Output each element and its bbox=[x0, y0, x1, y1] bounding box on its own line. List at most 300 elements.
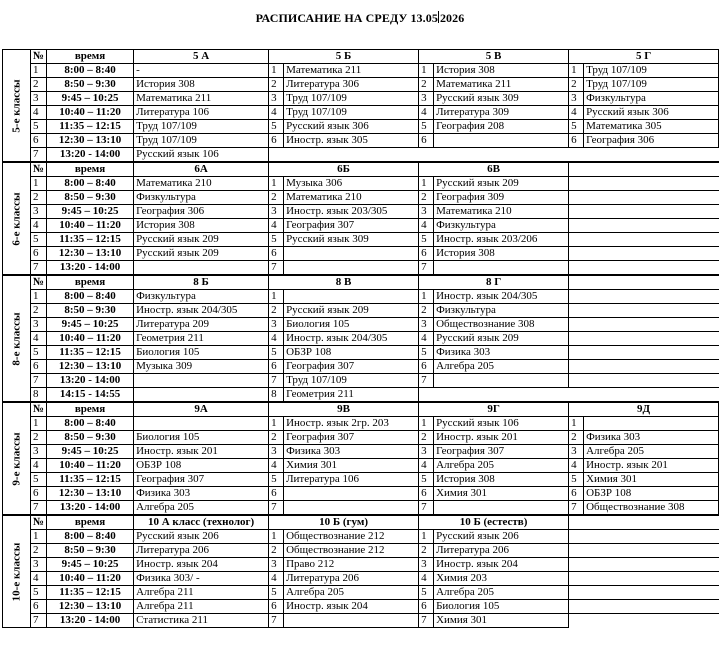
lesson-row bbox=[3, 318, 719, 332]
lesson-number: 1 bbox=[269, 177, 284, 191]
lesson-row bbox=[3, 92, 719, 106]
lesson-row bbox=[3, 374, 719, 388]
subject-cell bbox=[284, 487, 419, 501]
class-name-header: 9Г bbox=[419, 402, 569, 417]
subject-cell: Иностр. язык 204 bbox=[134, 558, 269, 572]
num-header: № bbox=[31, 275, 47, 290]
lesson-row bbox=[3, 233, 719, 247]
empty-cell bbox=[569, 191, 719, 205]
subject-cell bbox=[434, 261, 569, 276]
lesson-number: 2 bbox=[31, 431, 47, 445]
lesson-number: 4 bbox=[31, 459, 47, 473]
subject-cell: Право 212 bbox=[284, 558, 419, 572]
lesson-number: 3 bbox=[31, 318, 47, 332]
title-year: 2026 bbox=[439, 11, 465, 25]
num-header: № bbox=[31, 515, 47, 530]
subject-cell: География 307 bbox=[434, 445, 569, 459]
lesson-number: 3 bbox=[419, 318, 434, 332]
subject-cell: Физкультура bbox=[134, 191, 269, 205]
subject-cell: Алгебра 205 bbox=[584, 445, 719, 459]
lesson-number: 3 bbox=[269, 558, 284, 572]
lesson-time: 9:45 – 10:25 bbox=[47, 558, 134, 572]
lesson-row bbox=[3, 586, 719, 600]
time-header: время bbox=[47, 515, 134, 530]
lesson-number: 5 bbox=[419, 233, 434, 247]
lesson-number: 1 bbox=[31, 64, 47, 78]
page-title bbox=[0, 11, 720, 26]
class-name-header: 5 Г bbox=[569, 50, 719, 64]
lesson-number: 4 bbox=[419, 459, 434, 473]
lesson-number: 2 bbox=[419, 544, 434, 558]
lesson-number: 3 bbox=[419, 92, 434, 106]
class-name-header: 5 В bbox=[419, 50, 569, 64]
lesson-row bbox=[3, 431, 719, 445]
lesson-row bbox=[3, 530, 719, 544]
lesson-number: 1 bbox=[31, 530, 47, 544]
subject-cell: Химия 301 bbox=[434, 614, 569, 628]
subject-cell bbox=[284, 290, 419, 304]
empty-cell bbox=[569, 572, 719, 586]
lesson-number: 7 bbox=[31, 374, 47, 388]
class-name-header: 5 Б bbox=[269, 50, 419, 64]
lesson-number: 3 bbox=[419, 205, 434, 219]
empty-cell bbox=[569, 614, 719, 628]
lesson-row bbox=[3, 544, 719, 558]
lesson-row bbox=[3, 134, 719, 148]
lesson-number: 3 bbox=[31, 92, 47, 106]
subject-cell: Математика 210 bbox=[434, 205, 569, 219]
time-header: время bbox=[47, 162, 134, 177]
class-header-row bbox=[3, 162, 719, 177]
subject-cell: Математика 210 bbox=[134, 177, 269, 191]
lesson-number: 2 bbox=[269, 544, 284, 558]
lesson-number: 2 bbox=[419, 78, 434, 92]
lesson-number: 6 bbox=[269, 247, 284, 261]
subject-cell: Статистика 211 bbox=[134, 614, 269, 628]
lesson-number: 4 bbox=[269, 219, 284, 233]
subject-cell: География 306 bbox=[134, 205, 269, 219]
num-header: № bbox=[31, 50, 47, 64]
subject-cell: Алгебра 205 bbox=[434, 360, 569, 374]
subject-cell: Музыка 306 bbox=[284, 177, 419, 191]
lesson-row bbox=[3, 120, 719, 134]
lesson-number: 7 bbox=[31, 148, 47, 163]
subject-cell: Иностр. язык 203/206 bbox=[434, 233, 569, 247]
subject-cell: Физкультура bbox=[434, 219, 569, 233]
empty-cell bbox=[569, 148, 719, 163]
lesson-number: 6 bbox=[31, 487, 47, 501]
lesson-number: 3 bbox=[569, 445, 584, 459]
empty-cell bbox=[569, 515, 719, 530]
lesson-number: 6 bbox=[269, 487, 284, 501]
lesson-number: 3 bbox=[31, 205, 47, 219]
lesson-number: 3 bbox=[269, 205, 284, 219]
lesson-row bbox=[3, 388, 719, 403]
lesson-number: 7 bbox=[31, 501, 47, 516]
lesson-time: 12:30 – 13:10 bbox=[47, 247, 134, 261]
grade-label: 10-е классы bbox=[10, 542, 22, 601]
lesson-number: 3 bbox=[269, 318, 284, 332]
lesson-number: 4 bbox=[31, 572, 47, 586]
lesson-time: 9:45 – 10:25 bbox=[47, 445, 134, 459]
lesson-number: 3 bbox=[31, 445, 47, 459]
empty-cell bbox=[569, 219, 719, 233]
subject-cell: Биология 105 bbox=[434, 600, 569, 614]
lesson-number: 1 bbox=[569, 64, 584, 78]
empty-cell bbox=[569, 360, 719, 374]
subject-cell: Иностр. язык 204 bbox=[284, 600, 419, 614]
lesson-time: 11:35 – 12:15 bbox=[47, 233, 134, 247]
subject-cell: История 308 bbox=[434, 473, 569, 487]
lesson-number: 7 bbox=[31, 261, 47, 276]
subject-cell: Иностр. язык 201 bbox=[584, 459, 719, 473]
lesson-number: 7 bbox=[31, 614, 47, 628]
lesson-number: 2 bbox=[31, 544, 47, 558]
lesson-row bbox=[3, 501, 719, 516]
subject-cell: Обществознание 308 bbox=[584, 501, 719, 516]
grade-label: 9-е классы bbox=[10, 431, 22, 486]
lesson-number: 2 bbox=[419, 431, 434, 445]
lesson-time: 8:00 – 8:40 bbox=[47, 530, 134, 544]
subject-cell: Иностр. язык 2гр. 203 bbox=[284, 417, 419, 431]
lesson-time: 13:20 - 14:00 bbox=[47, 148, 134, 163]
subject-cell: Литература 206 bbox=[134, 544, 269, 558]
lesson-time: 11:35 – 12:15 bbox=[47, 586, 134, 600]
subject-cell: История 308 bbox=[134, 219, 269, 233]
subject-cell: Русский язык 209 bbox=[434, 177, 569, 191]
lesson-number: 3 bbox=[269, 445, 284, 459]
lesson-number: 2 bbox=[419, 191, 434, 205]
empty-cell bbox=[569, 247, 719, 261]
lesson-row bbox=[3, 346, 719, 360]
lesson-number: 2 bbox=[419, 304, 434, 318]
subject-cell: Труд 107/109 bbox=[134, 134, 269, 148]
lesson-number: 4 bbox=[419, 219, 434, 233]
lesson-row bbox=[3, 417, 719, 431]
lesson-time: 13:20 - 14:00 bbox=[47, 261, 134, 276]
lesson-number: 5 bbox=[31, 346, 47, 360]
subject-cell: География 309 bbox=[434, 191, 569, 205]
subject-cell: ОБЗР 108 bbox=[584, 487, 719, 501]
class-header-row bbox=[3, 50, 719, 64]
empty-cell bbox=[569, 275, 719, 290]
empty-cell bbox=[569, 530, 719, 544]
lesson-time: 10:40 – 11:20 bbox=[47, 219, 134, 233]
lesson-time: 8:00 – 8:40 bbox=[47, 177, 134, 191]
class-name-header: 6В bbox=[419, 162, 569, 177]
lesson-row bbox=[3, 177, 719, 191]
time-header: время bbox=[47, 275, 134, 290]
lesson-row bbox=[3, 304, 719, 318]
num-header: № bbox=[31, 162, 47, 177]
subject-cell bbox=[134, 374, 269, 388]
lesson-time: 13:20 - 14:00 bbox=[47, 374, 134, 388]
lesson-number: 1 bbox=[31, 290, 47, 304]
lesson-number: 6 bbox=[569, 487, 584, 501]
lesson-time: 9:45 – 10:25 bbox=[47, 92, 134, 106]
empty-cell bbox=[569, 586, 719, 600]
class-name-header: 9А bbox=[134, 402, 269, 417]
lesson-number: 4 bbox=[419, 106, 434, 120]
lesson-number: 6 bbox=[31, 134, 47, 148]
subject-cell: Литература 306 bbox=[284, 78, 419, 92]
lesson-row bbox=[3, 64, 719, 78]
lesson-row bbox=[3, 106, 719, 120]
lesson-number: 6 bbox=[419, 360, 434, 374]
subject-cell: Музыка 309 bbox=[134, 360, 269, 374]
grade-group-label bbox=[3, 402, 31, 515]
subject-cell: Русский язык 206 bbox=[434, 530, 569, 544]
lesson-number: 5 bbox=[569, 120, 584, 134]
subject-cell: Русский язык 106 bbox=[134, 148, 269, 163]
subject-cell bbox=[434, 134, 569, 148]
lesson-number: 8 bbox=[31, 388, 47, 403]
empty-cell bbox=[419, 388, 569, 403]
lesson-number: 7 bbox=[419, 614, 434, 628]
lesson-number: 5 bbox=[419, 586, 434, 600]
lesson-row bbox=[3, 290, 719, 304]
subject-cell: Иностр. язык 305 bbox=[284, 134, 419, 148]
class-name-header: 6А bbox=[134, 162, 269, 177]
subject-cell: Физкультура bbox=[434, 304, 569, 318]
lesson-number: 4 bbox=[569, 106, 584, 120]
subject-cell: География 208 bbox=[434, 120, 569, 134]
lesson-row bbox=[3, 459, 719, 473]
lesson-time: 10:40 – 11:20 bbox=[47, 459, 134, 473]
subject-cell bbox=[584, 417, 719, 431]
lesson-time: 8:50 – 9:30 bbox=[47, 304, 134, 318]
lesson-row bbox=[3, 572, 719, 586]
lesson-number: 4 bbox=[269, 106, 284, 120]
subject-cell: Литература 309 bbox=[434, 106, 569, 120]
subject-cell: История 308 bbox=[434, 247, 569, 261]
lesson-row bbox=[3, 473, 719, 487]
subject-cell: Физика 303 bbox=[584, 431, 719, 445]
lesson-number: 5 bbox=[269, 346, 284, 360]
empty-cell bbox=[569, 162, 719, 177]
class-header-row bbox=[3, 275, 719, 290]
subject-cell: Труд 107/109 bbox=[134, 120, 269, 134]
lesson-number: 1 bbox=[419, 530, 434, 544]
lesson-row bbox=[3, 205, 719, 219]
subject-cell bbox=[134, 388, 269, 403]
time-header: время bbox=[47, 50, 134, 64]
lesson-time: 10:40 – 11:20 bbox=[47, 572, 134, 586]
lesson-number: 2 bbox=[269, 431, 284, 445]
lesson-number: 6 bbox=[419, 247, 434, 261]
subject-cell: Химия 203 bbox=[434, 572, 569, 586]
lesson-number: 7 bbox=[419, 501, 434, 516]
lesson-number: 3 bbox=[31, 558, 47, 572]
empty-cell bbox=[569, 388, 719, 403]
subject-cell: Литература 209 bbox=[134, 318, 269, 332]
lesson-number: 5 bbox=[269, 586, 284, 600]
grade-group-label bbox=[3, 515, 31, 628]
subject-cell: Иностр. язык 203/305 bbox=[284, 205, 419, 219]
empty-cell bbox=[569, 290, 719, 304]
subject-cell: Обществознание 212 bbox=[284, 544, 419, 558]
subject-cell: Химия 301 bbox=[284, 459, 419, 473]
subject-cell: Труд 107/109 bbox=[284, 106, 419, 120]
subject-cell: Литература 206 bbox=[434, 544, 569, 558]
empty-cell bbox=[569, 233, 719, 247]
class-name-header: 9В bbox=[269, 402, 419, 417]
subject-cell bbox=[134, 261, 269, 276]
subject-cell: Литература 106 bbox=[284, 473, 419, 487]
lesson-number: 6 bbox=[31, 600, 47, 614]
lesson-number: 5 bbox=[31, 233, 47, 247]
lesson-time: 12:30 – 13:10 bbox=[47, 134, 134, 148]
lesson-number: 1 bbox=[269, 64, 284, 78]
empty-cell bbox=[269, 148, 419, 163]
subject-cell: История 308 bbox=[434, 64, 569, 78]
subject-cell: Физика 303 bbox=[434, 346, 569, 360]
lesson-row bbox=[3, 332, 719, 346]
subject-cell: География 307 bbox=[134, 473, 269, 487]
empty-cell bbox=[569, 544, 719, 558]
subject-cell: Литература 206 bbox=[284, 572, 419, 586]
lesson-row bbox=[3, 487, 719, 501]
lesson-number: 1 bbox=[269, 417, 284, 431]
subject-cell bbox=[434, 374, 569, 388]
lesson-number: 4 bbox=[419, 332, 434, 346]
subject-cell: Алгебра 205 bbox=[434, 459, 569, 473]
lesson-number: 2 bbox=[569, 78, 584, 92]
subject-cell: География 306 bbox=[584, 134, 719, 148]
grade-label: 6-е классы bbox=[10, 191, 22, 246]
lesson-number: 1 bbox=[269, 290, 284, 304]
lesson-row bbox=[3, 191, 719, 205]
lesson-number: 2 bbox=[269, 78, 284, 92]
lesson-time: 8:00 – 8:40 bbox=[47, 417, 134, 431]
lesson-row bbox=[3, 148, 719, 163]
empty-cell bbox=[419, 148, 569, 163]
lesson-number: 5 bbox=[269, 233, 284, 247]
subject-cell: Физкультура bbox=[134, 290, 269, 304]
subject-cell: Русский язык 209 bbox=[134, 233, 269, 247]
empty-cell bbox=[569, 600, 719, 614]
lesson-time: 8:50 – 9:30 bbox=[47, 544, 134, 558]
lesson-row bbox=[3, 360, 719, 374]
lesson-number: 5 bbox=[419, 346, 434, 360]
lesson-number: 3 bbox=[419, 445, 434, 459]
lesson-number: 1 bbox=[419, 177, 434, 191]
lesson-time: 8:50 – 9:30 bbox=[47, 78, 134, 92]
lesson-number: 4 bbox=[269, 332, 284, 346]
subject-cell: География 307 bbox=[284, 431, 419, 445]
subject-cell: ОБЗР 108 bbox=[284, 346, 419, 360]
lesson-number: 6 bbox=[569, 134, 584, 148]
lesson-number: 6 bbox=[31, 360, 47, 374]
class-header-row bbox=[3, 402, 719, 417]
subject-cell: Алгебра 205 bbox=[434, 586, 569, 600]
subject-cell: Алгебра 205 bbox=[284, 586, 419, 600]
subject-cell: Математика 305 bbox=[584, 120, 719, 134]
lesson-time: 13:20 - 14:00 bbox=[47, 501, 134, 516]
subject-cell: Математика 211 bbox=[134, 92, 269, 106]
subject-cell bbox=[284, 501, 419, 516]
lesson-time: 10:40 – 11:20 bbox=[47, 332, 134, 346]
class-name-header: 8 В bbox=[269, 275, 419, 290]
lesson-number: 4 bbox=[31, 219, 47, 233]
subject-cell: ОБЗР 108 bbox=[134, 459, 269, 473]
grade-label: 8-е классы bbox=[10, 311, 22, 366]
subject-cell: Русский язык 309 bbox=[284, 233, 419, 247]
lesson-number: 1 bbox=[419, 290, 434, 304]
class-name-header: 10 Б (естеств) bbox=[419, 515, 569, 530]
lesson-number: 2 bbox=[569, 431, 584, 445]
subject-cell: Русский язык 209 bbox=[134, 247, 269, 261]
lesson-number: 6 bbox=[419, 487, 434, 501]
subject-cell: Математика 211 bbox=[434, 78, 569, 92]
lesson-number: 7 bbox=[269, 374, 284, 388]
empty-cell bbox=[569, 261, 719, 276]
lesson-number: 7 bbox=[419, 374, 434, 388]
subject-cell: Русский язык 209 bbox=[284, 304, 419, 318]
lesson-row bbox=[3, 445, 719, 459]
lesson-time: 10:40 – 11:20 bbox=[47, 106, 134, 120]
lesson-time: 8:00 – 8:40 bbox=[47, 64, 134, 78]
subject-cell: Русский язык 306 bbox=[584, 106, 719, 120]
subject-cell: Геометрия 211 bbox=[284, 388, 419, 403]
subject-cell: Математика 211 bbox=[284, 64, 419, 78]
subject-cell bbox=[284, 614, 419, 628]
lesson-number: 2 bbox=[31, 304, 47, 318]
class-name-header: 8 Г bbox=[419, 275, 569, 290]
lesson-row bbox=[3, 247, 719, 261]
subject-cell: Биология 105 bbox=[134, 431, 269, 445]
subject-cell: Иностр. язык 201 bbox=[134, 445, 269, 459]
empty-cell bbox=[569, 177, 719, 191]
grade-group-label bbox=[3, 50, 31, 163]
subject-cell: Труд 107/109 bbox=[584, 64, 719, 78]
lesson-number: 2 bbox=[269, 304, 284, 318]
subject-cell: Химия 301 bbox=[434, 487, 569, 501]
subject-cell bbox=[284, 247, 419, 261]
lesson-time: 9:45 – 10:25 bbox=[47, 205, 134, 219]
subject-cell: Русский язык 306 bbox=[284, 120, 419, 134]
lesson-row bbox=[3, 261, 719, 276]
class-name-header: 9Д bbox=[569, 402, 719, 417]
subject-cell: Иностр. язык 204/305 bbox=[434, 290, 569, 304]
lesson-number: 5 bbox=[419, 473, 434, 487]
lesson-time: 13:20 - 14:00 bbox=[47, 614, 134, 628]
lesson-number: 7 bbox=[419, 261, 434, 276]
lesson-time: 14:15 - 14:55 bbox=[47, 388, 134, 403]
lesson-number: 3 bbox=[419, 558, 434, 572]
lesson-number: 8 bbox=[269, 388, 284, 403]
class-name-header: 10 А класс (технолог) bbox=[134, 515, 269, 530]
lesson-number: 1 bbox=[31, 177, 47, 191]
lesson-time: 9:45 – 10:25 bbox=[47, 318, 134, 332]
num-header: № bbox=[31, 402, 47, 417]
grade-group-label bbox=[3, 162, 31, 275]
lesson-time: 11:35 – 12:15 bbox=[47, 120, 134, 134]
subject-cell bbox=[434, 501, 569, 516]
lesson-number: 5 bbox=[31, 586, 47, 600]
empty-cell bbox=[569, 304, 719, 318]
lesson-number: 1 bbox=[269, 530, 284, 544]
lesson-number: 1 bbox=[419, 417, 434, 431]
lesson-row bbox=[3, 219, 719, 233]
lesson-number: 3 bbox=[569, 92, 584, 106]
lesson-number: 3 bbox=[269, 92, 284, 106]
lesson-time: 11:35 – 12:15 bbox=[47, 346, 134, 360]
class-header-row bbox=[3, 515, 719, 530]
lesson-number: 1 bbox=[419, 64, 434, 78]
lesson-number: 2 bbox=[269, 191, 284, 205]
empty-cell bbox=[569, 332, 719, 346]
